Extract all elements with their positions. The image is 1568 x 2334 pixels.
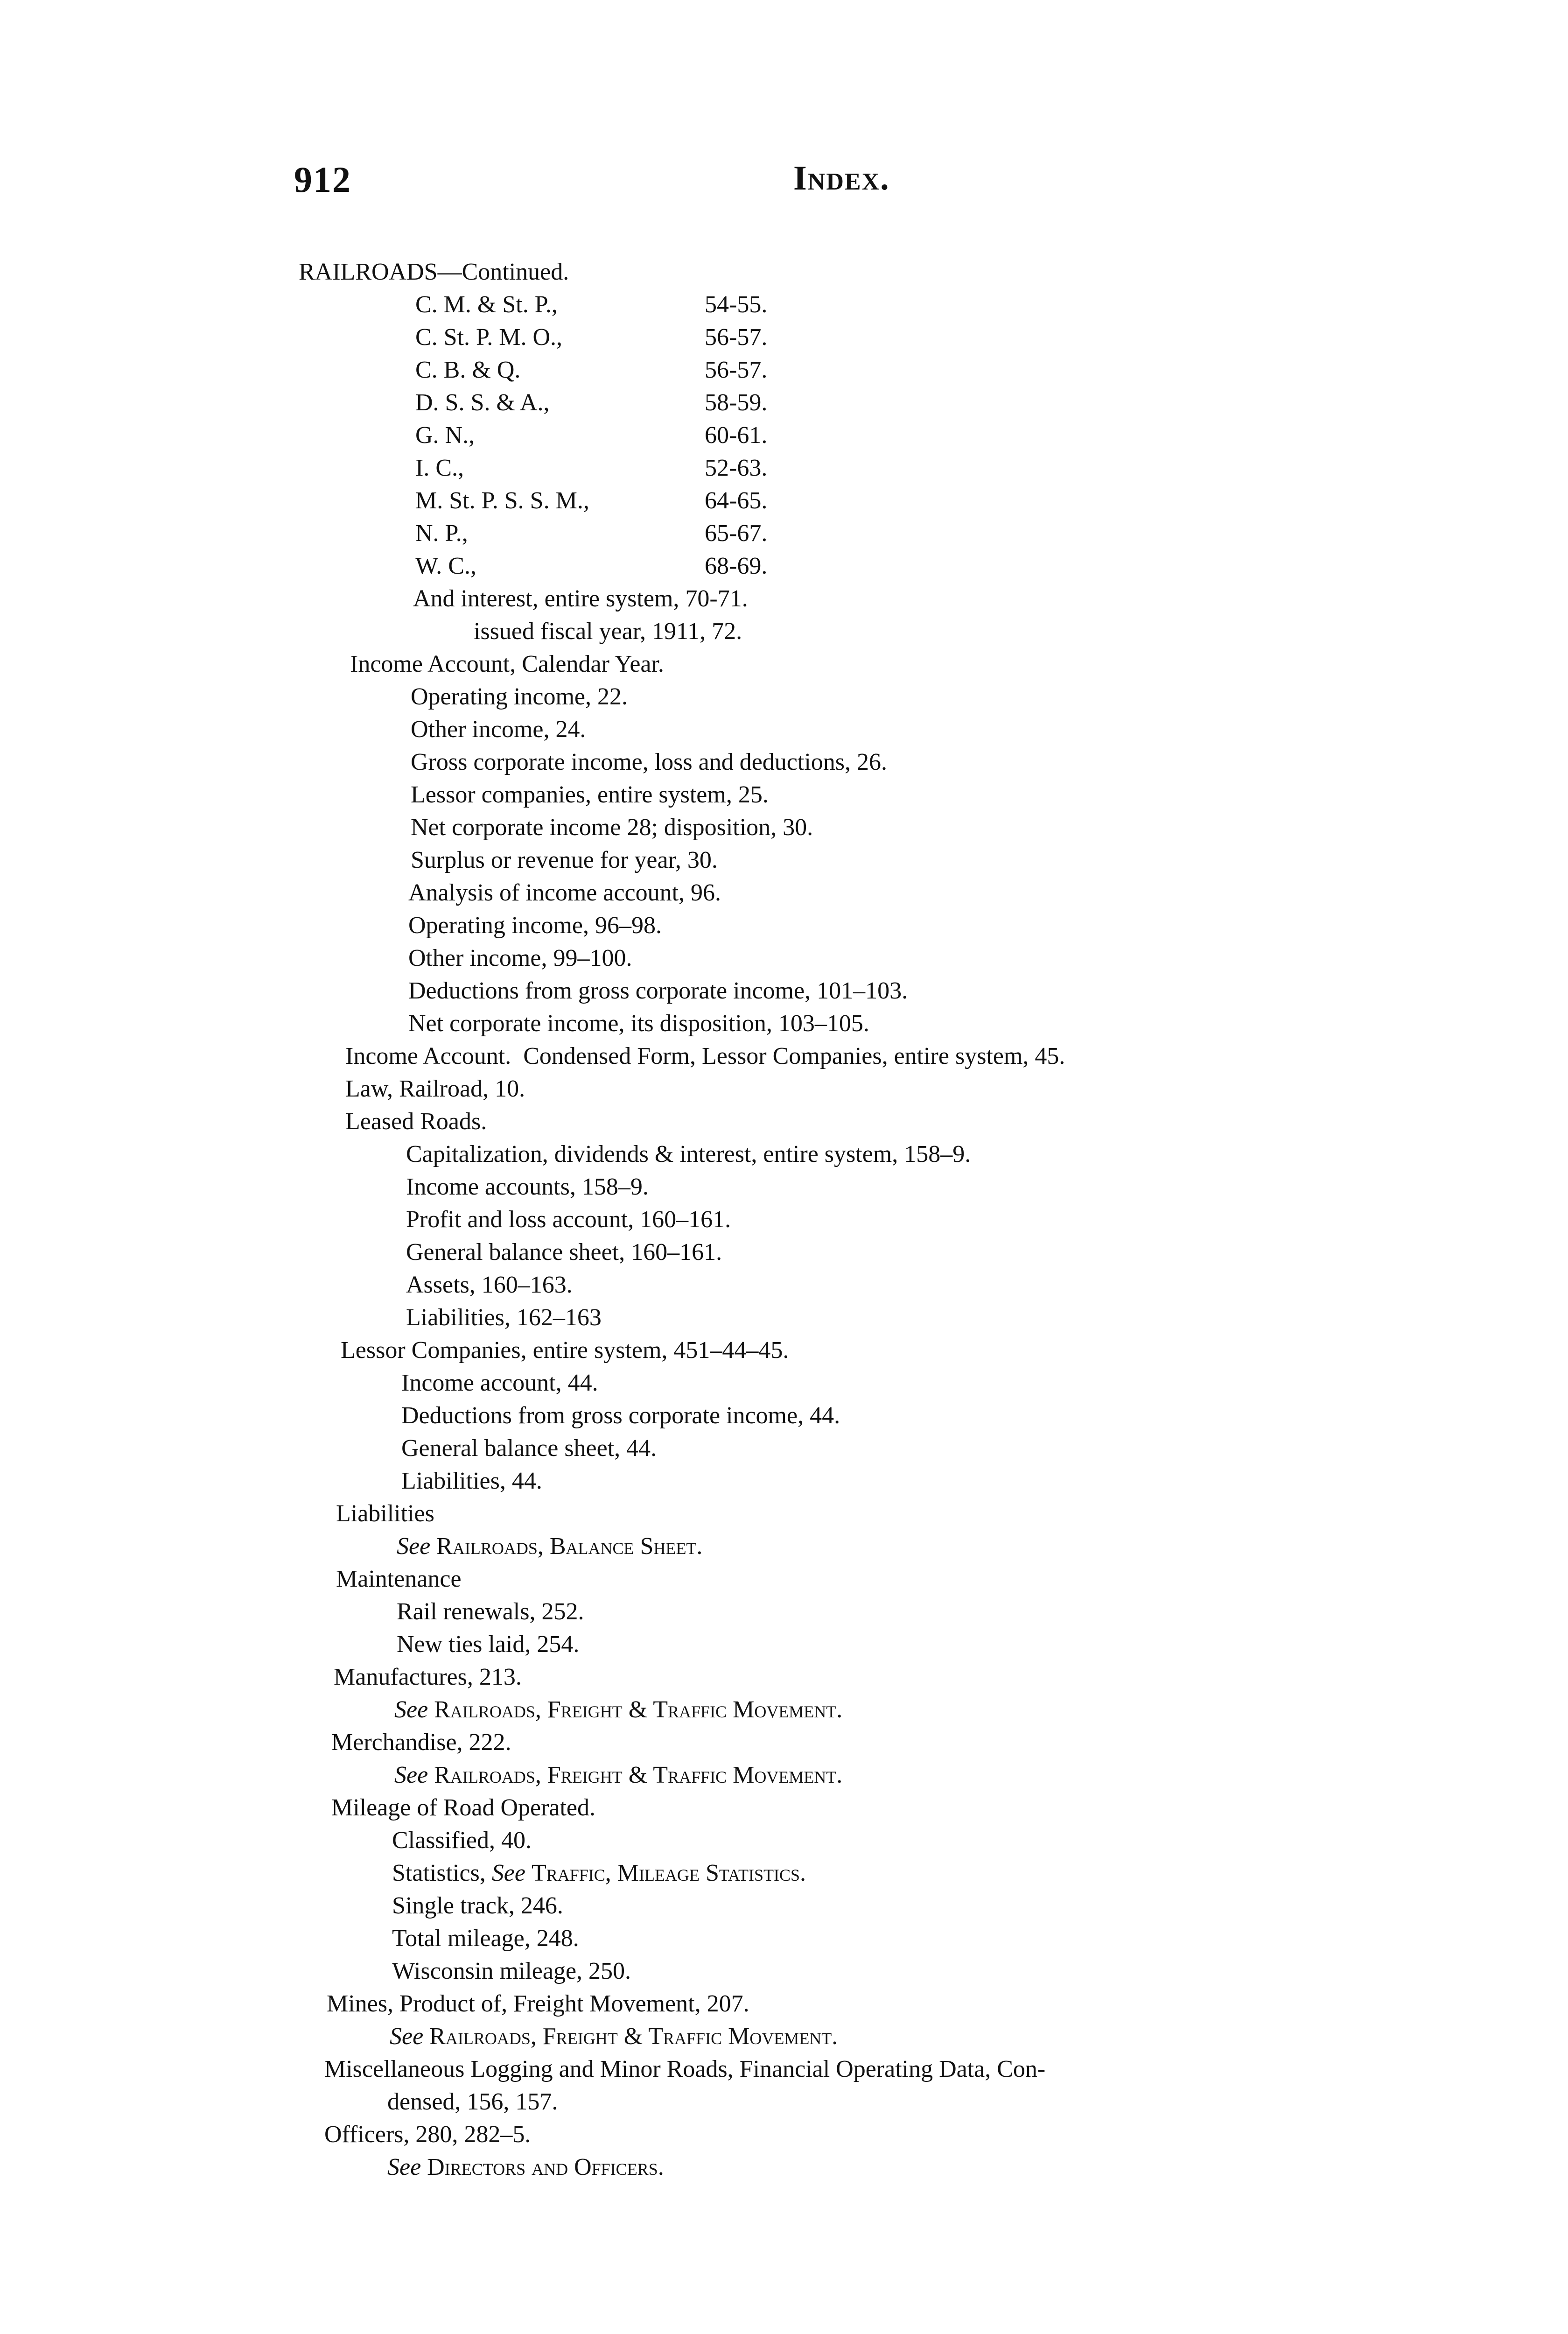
page-title: Index. xyxy=(793,159,890,197)
railroads-heading: RAILROADS—Continued. xyxy=(299,259,569,285)
index-line: General balance sheet, 44. xyxy=(401,1435,657,1462)
index-heading: Merchandise, 222. xyxy=(331,1729,511,1756)
road-name: N. P., xyxy=(415,520,468,547)
see-label: See xyxy=(387,2154,421,2180)
road-pages: 60-61. xyxy=(705,422,768,449)
index-line: Net corporate income 28; disposition, 30. xyxy=(411,814,813,841)
road-name: C. St. P. M. O., xyxy=(415,324,562,351)
index-line: Deductions from gross corporate income, 44. xyxy=(401,1402,840,1429)
index-line: Lessor companies, entire system, 25. xyxy=(411,781,769,808)
see-target: Railroads, Balance Sheet. xyxy=(436,1533,703,1560)
road-pages: 58-59. xyxy=(705,389,768,416)
index-line: Capitalization, dividends & interest, entire system, 158–9. xyxy=(406,1141,971,1167)
index-line: Operating income, 96–98. xyxy=(408,912,662,939)
see-reference xyxy=(390,2020,838,2053)
index-heading: Leased Roads. xyxy=(345,1108,487,1135)
index-line: Total mileage, 248. xyxy=(392,1925,579,1952)
index-line: Liabilities, 44. xyxy=(401,1468,542,1494)
index-line: Liabilities, 162–163 xyxy=(406,1304,602,1331)
statistics-label: Statistics, xyxy=(392,1860,486,1886)
index-line: Wisconsin mileage, 250. xyxy=(392,1958,631,1984)
index-heading: Maintenance xyxy=(336,1566,462,1592)
index-heading: Income Account, Calendar Year. xyxy=(350,651,664,677)
see-reference xyxy=(387,2151,664,2184)
index-line: Income account, 44. xyxy=(401,1370,598,1396)
see-target: Directors and Officers. xyxy=(427,2154,664,2180)
see-reference xyxy=(394,1694,842,1726)
index-line: General balance sheet, 160–161. xyxy=(406,1239,722,1265)
road-pages: 56-57. xyxy=(705,357,768,383)
road-name: I. C., xyxy=(415,455,464,481)
road-name: M. St. P. S. S. M., xyxy=(415,487,589,514)
road-pages: 68-69. xyxy=(705,553,768,579)
index-line: Other income, 99–100. xyxy=(408,945,632,971)
index-line: Assets, 160–163. xyxy=(406,1272,573,1298)
road-name: D. S. S. & A., xyxy=(415,389,550,416)
see-target: Railroads, Freight & Traffic Movement. xyxy=(429,2023,838,2050)
index-heading: Officers, 280, 282–5. xyxy=(324,2121,531,2148)
index-heading: Lessor Companies, entire system, 451–44–45. xyxy=(341,1337,789,1364)
index-heading: Manufactures, 213. xyxy=(334,1664,522,1690)
index-heading: Liabilities xyxy=(336,1500,434,1527)
index-line: Deductions from gross corporate income, 101–103. xyxy=(408,977,908,1004)
see-reference xyxy=(394,1759,842,1792)
see-label: See xyxy=(397,1533,431,1560)
index-line: Analysis of income account, 96. xyxy=(408,879,721,906)
see-reference xyxy=(392,1857,806,1890)
index-line: Surplus or revenue for year, 30. xyxy=(411,847,718,873)
road-pages: 52-63. xyxy=(705,455,768,481)
index-line: Income accounts, 158–9. xyxy=(406,1174,649,1200)
index-line: Classified, 40. xyxy=(392,1827,532,1854)
see-target: Traffic, Mileage Statistics. xyxy=(531,1860,806,1886)
index-line: And interest, entire system, 70-71. xyxy=(413,585,748,612)
road-pages: 64-65. xyxy=(705,487,768,514)
index-heading: Miscellaneous Logging and Minor Roads, Financial Operating Data, Con- xyxy=(324,2056,1046,2082)
see-label: See xyxy=(394,1696,428,1723)
index-line: Single track, 246. xyxy=(392,1892,563,1919)
index-line: Other income, 24. xyxy=(411,716,586,743)
index-line: Gross corporate income, loss and deductions, 26. xyxy=(411,749,888,775)
page-number: 912 xyxy=(294,159,351,200)
see-target: Railroads, Freight & Traffic Movement. xyxy=(434,1696,843,1723)
index-heading: Law, Railroad, 10. xyxy=(345,1076,525,1102)
road-pages: 54-55. xyxy=(705,291,768,318)
index-heading: Mileage of Road Operated. xyxy=(331,1794,596,1821)
road-name: C. M. & St. P., xyxy=(415,291,558,318)
index-line: Rail renewals, 252. xyxy=(397,1598,584,1625)
index-line: issued fiscal year, 1911, 72. xyxy=(474,618,742,645)
index-line: Operating income, 22. xyxy=(411,683,628,710)
see-reference xyxy=(397,1530,702,1563)
road-name: C. B. & Q. xyxy=(415,357,521,383)
index-line: densed, 156, 157. xyxy=(387,2088,558,2115)
index-line: Net corporate income, its disposition, 103–105. xyxy=(408,1010,869,1037)
road-name: W. C., xyxy=(415,553,476,579)
see-label: See xyxy=(390,2023,424,2050)
see-label: See xyxy=(394,1762,428,1788)
see-target: Railroads, Freight & Traffic Movement. xyxy=(434,1762,843,1788)
road-name: G. N., xyxy=(415,422,475,449)
index-heading: Income Account. Condensed Form, Lessor Companies, entire system, 45. xyxy=(345,1043,1065,1069)
index-heading: Mines, Product of, Freight Movement, 207. xyxy=(327,1990,749,2017)
index-line: Profit and loss account, 160–161. xyxy=(406,1206,731,1233)
road-pages: 65-67. xyxy=(705,520,768,547)
index-line: New ties laid, 254. xyxy=(397,1631,580,1658)
road-pages: 56-57. xyxy=(705,324,768,351)
see-label: See xyxy=(491,1860,525,1886)
